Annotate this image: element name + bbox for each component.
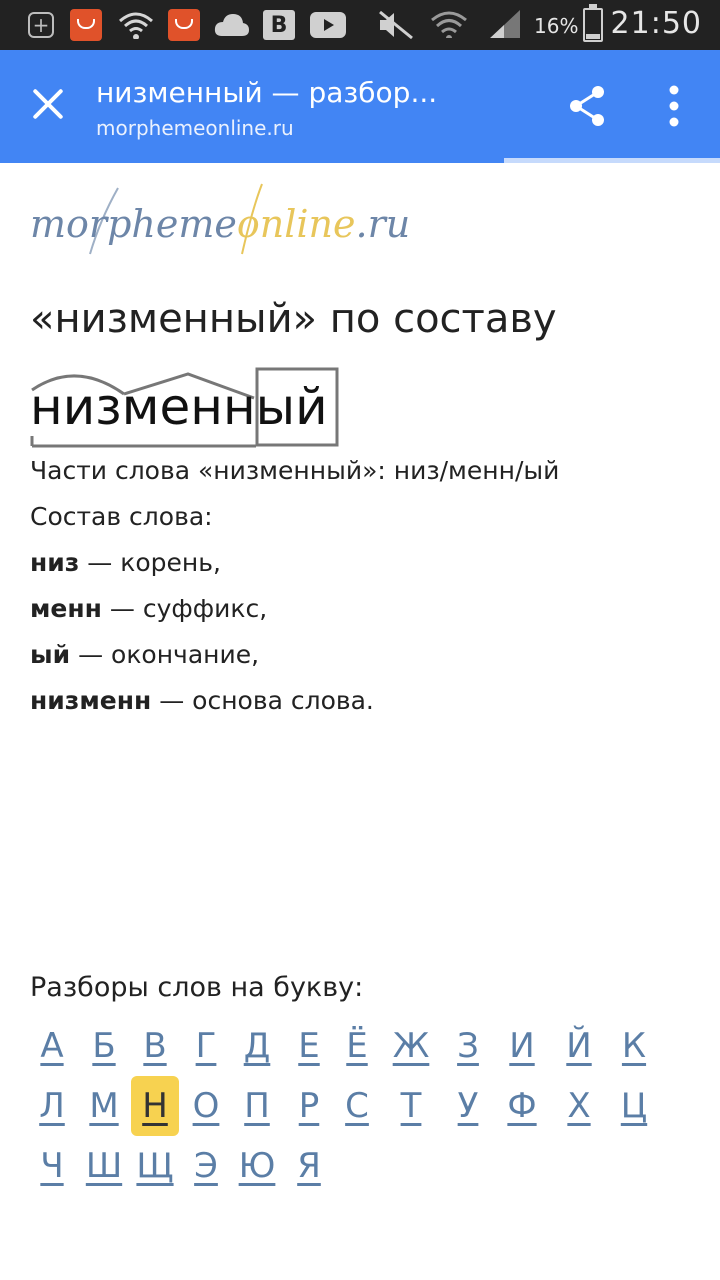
letter-link[interactable]: Щ [136, 1146, 174, 1186]
plus-icon: + [28, 12, 54, 38]
letter-link[interactable]: О [192, 1086, 220, 1126]
letter-link[interactable]: Л [39, 1086, 65, 1126]
composition-title: Состав слова: [30, 502, 213, 531]
morpheme-item [30, 686, 374, 715]
letter-link[interactable]: Г [195, 1026, 217, 1066]
letter-link[interactable]: Б [92, 1026, 116, 1066]
letter-link[interactable]: Й [566, 1026, 592, 1066]
logo-text-ru: .ru [355, 202, 411, 246]
morpheme-name: ый [30, 640, 71, 669]
morpheme-role: — окончание, [70, 640, 260, 669]
letters-title: Разборы слов на букву: [30, 972, 364, 1003]
morpheme-name: низ [30, 548, 80, 577]
signal-icon [486, 8, 522, 38]
letter-link[interactable]: Я [297, 1146, 321, 1186]
page-title: низменный — разбор... [96, 76, 438, 109]
letter-link[interactable]: Т [400, 1086, 422, 1126]
letter-link[interactable]: М [89, 1086, 119, 1126]
letter-link[interactable]: З [457, 1026, 479, 1066]
wifi-icon [430, 8, 468, 38]
letter-link[interactable]: Э [194, 1146, 218, 1186]
share-icon[interactable] [566, 84, 610, 128]
letter-link[interactable]: А [40, 1026, 64, 1066]
letter-link[interactable]: Н [131, 1076, 179, 1136]
battery-icon [583, 8, 603, 42]
word-parts-line: Части слова «низменный»: низ/менн/ый [30, 456, 560, 485]
youtube-icon [310, 12, 346, 38]
morpheme-role: — основа слова. [151, 686, 374, 715]
letter-link[interactable]: Е [298, 1026, 320, 1066]
site-logo[interactable] [30, 180, 411, 260]
page-heading: «низменный» по составу [30, 296, 557, 342]
letter-link[interactable]: С [345, 1086, 369, 1126]
wifi-question-icon [118, 9, 154, 39]
close-icon[interactable] [28, 84, 68, 124]
morpheme-word [30, 378, 328, 436]
letter-link[interactable]: Ц [620, 1086, 648, 1126]
cloud-icon [214, 12, 250, 42]
letter-link[interactable]: Ю [238, 1146, 276, 1186]
letter-link[interactable]: У [457, 1086, 479, 1126]
letter-link[interactable]: К [621, 1026, 647, 1066]
battery-percent: 16% [534, 14, 579, 38]
custom-tab-toolbar [0, 50, 720, 158]
letter-link[interactable]: Ф [507, 1086, 537, 1126]
logo-text-morpheme: morpheme [30, 202, 237, 246]
letter-link[interactable]: Х [567, 1086, 591, 1126]
letter-link[interactable]: Ш [85, 1146, 123, 1186]
letter-link[interactable]: Д [243, 1026, 271, 1066]
page-load-progress [0, 158, 720, 163]
morpheme-name: менн [30, 594, 102, 623]
more-options-icon[interactable] [660, 84, 688, 128]
letter-link[interactable]: В [143, 1026, 167, 1066]
letter-link[interactable]: Ж [392, 1026, 430, 1066]
morpheme-item [30, 640, 259, 669]
aliexpress-icon [168, 9, 200, 41]
clock: 21:50 [610, 6, 702, 41]
status-bar [0, 0, 720, 50]
letter-link[interactable]: П [244, 1086, 270, 1126]
morpheme-role: — корень, [79, 548, 221, 577]
morpheme-name: низменн [30, 686, 152, 715]
page-url: morphemeonline.ru [96, 116, 294, 140]
morpheme-item [30, 548, 221, 577]
letter-link[interactable]: Ч [40, 1146, 64, 1186]
letter-link[interactable]: Ё [346, 1026, 368, 1066]
letter-link[interactable]: И [509, 1026, 535, 1066]
mute-icon [378, 10, 414, 40]
logo-text-online: online [236, 202, 356, 246]
letter-link[interactable]: Р [298, 1086, 320, 1126]
morpheme-item [30, 594, 267, 623]
morpheme-diagram [30, 366, 350, 450]
morph-stem: низменн [30, 378, 256, 436]
morph-ending: ый [255, 378, 328, 436]
morpheme-role: — суффикс, [101, 594, 268, 623]
vk-icon: B [263, 10, 295, 40]
aliexpress-icon [70, 9, 102, 41]
